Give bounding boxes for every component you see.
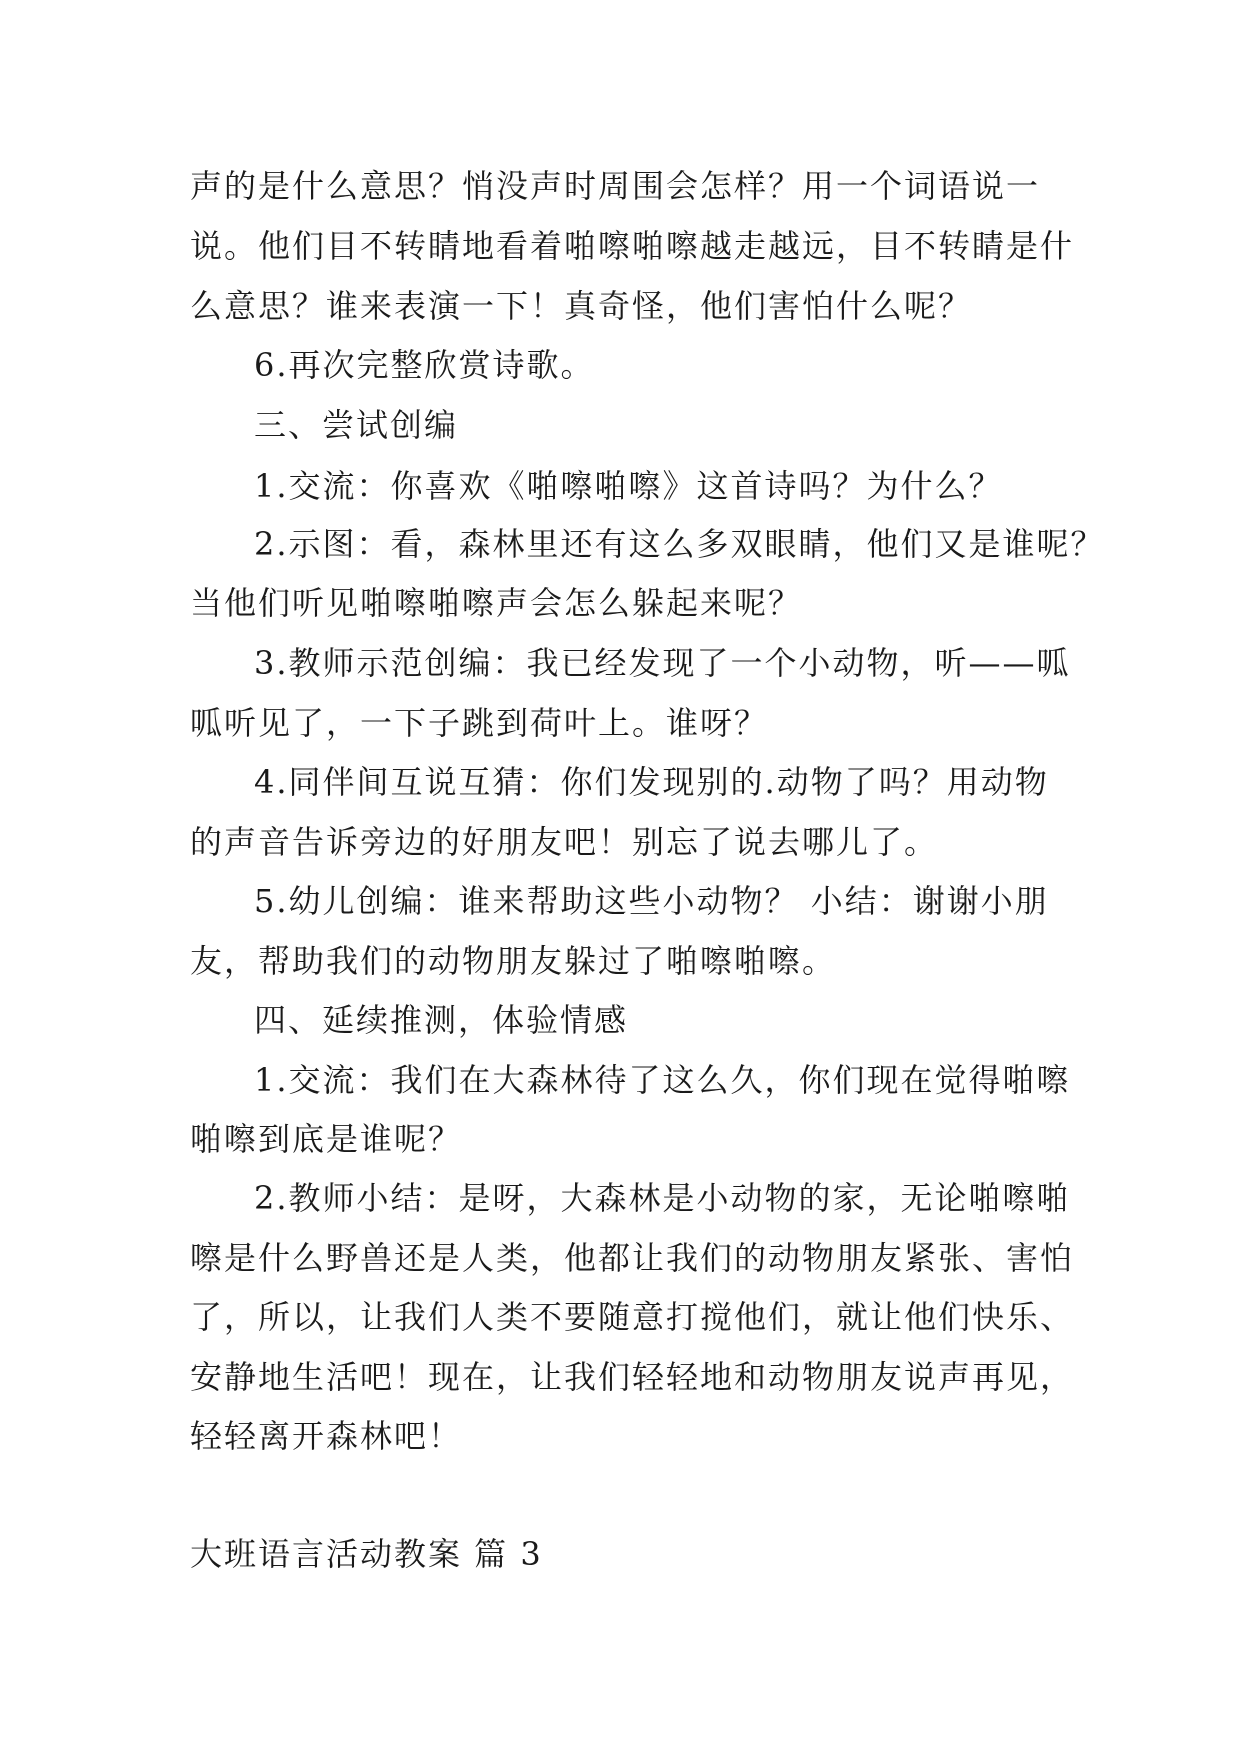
- paragraph-line: 了，所以，让我们人类不要随意打搅他们，就让他们快乐、: [190, 1298, 1075, 1336]
- paragraph-line: 声的是什么意思？悄没声时周围会怎样？用一个词语说一: [190, 167, 1041, 205]
- list-item: 2.教师小结：是呀，大森林是小动物的家，无论啪嚓啪: [254, 1179, 1071, 1217]
- list-item: 1.交流：我们在大森林待了这么久，你们现在觉得啪嚓: [254, 1061, 1071, 1099]
- list-item: 1.交流：你喜欢《啪嚓啪嚓》这首诗吗？为什么？: [254, 467, 1003, 505]
- paragraph-line: 友，帮助我们的动物朋友躲过了啪嚓啪嚓。: [190, 942, 837, 980]
- section-title: 大班语言活动教案 篇 3: [190, 1535, 543, 1573]
- paragraph-line: 安静地生活吧！现在，让我们轻轻地和动物朋友说声再见，: [190, 1358, 1075, 1396]
- paragraph-line: 嚓是什么野兽还是人类，他都让我们的动物朋友紧张、害怕: [190, 1239, 1075, 1277]
- paragraph-line: 轻轻离开森林吧！: [190, 1417, 463, 1455]
- list-item: 3.教师示范创编：我已经发现了一个小动物，听——呱: [254, 644, 1071, 682]
- list-item: 6.再次完整欣赏诗歌。: [254, 346, 595, 384]
- paragraph-line: 当他们听见啪嚓啪嚓声会怎么躲起来呢？: [190, 584, 803, 622]
- paragraph-line: 么意思？谁来表演一下！真奇怪，他们害怕什么呢？: [190, 287, 973, 325]
- paragraph-line: 啪嚓到底是谁呢？: [190, 1120, 463, 1158]
- list-item: 5.幼儿创编：谁来帮助这些小动物？ 小结：谢谢小朋: [254, 882, 1049, 920]
- section-heading: 三、尝试创编: [254, 406, 459, 444]
- list-item: 4.同伴间互说互猜：你们发现别的.动物了吗？用动物: [254, 763, 1049, 801]
- paragraph-line: 说。他们目不转睛地看着啪嚓啪嚓越走越远，目不转睛是什: [190, 227, 1075, 265]
- paragraph-line: 呱听见了，一下子跳到荷叶上。谁呀？: [190, 704, 769, 742]
- list-item: 2.示图：看，森林里还有这么多双眼睛，他们又是谁呢？: [254, 525, 1105, 563]
- section-heading: 四、延续推测，体验情感: [254, 1001, 629, 1039]
- paragraph-line: 的声音告诉旁边的好朋友吧！别忘了说去哪儿了。: [190, 823, 939, 861]
